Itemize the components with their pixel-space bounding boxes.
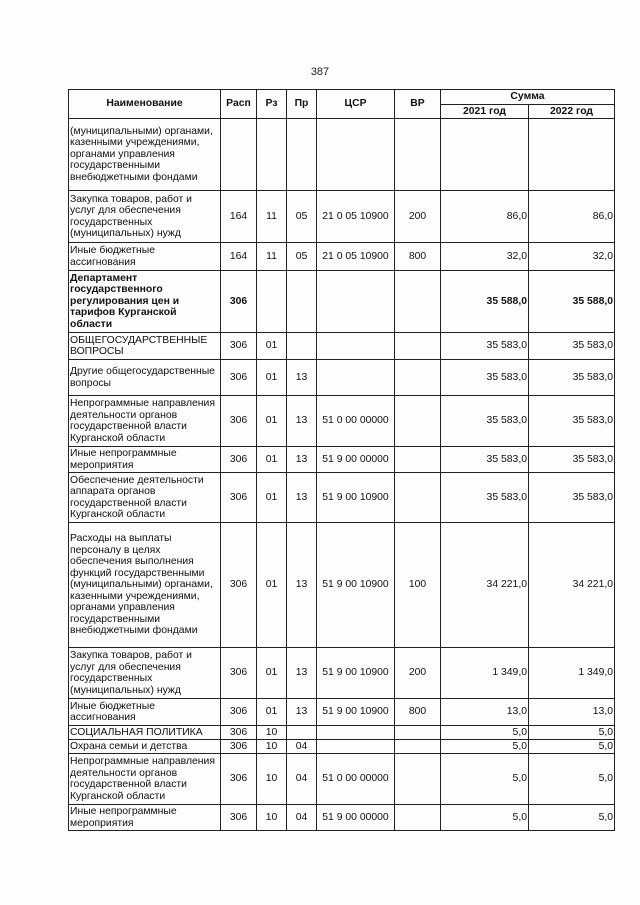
row-name: Закупка товаров, работ и услуг для обеспечения государственных (муниципальных) нужд	[69, 191, 221, 243]
header-pr: Пр	[287, 90, 317, 119]
row-sum-2021: 34 221,0	[441, 523, 529, 648]
row-sum-2022: 5,0	[529, 754, 615, 805]
row-csr: 51 9 00 10900	[317, 648, 395, 699]
table-row	[69, 447, 615, 473]
table-row	[69, 191, 615, 243]
row-pr	[287, 119, 317, 191]
table-row	[69, 333, 615, 360]
row-pr: 13	[287, 396, 317, 447]
row-csr: 51 9 00 00000	[317, 805, 395, 831]
row-rz	[257, 271, 287, 333]
row-csr: 21 0 05 10900	[317, 191, 395, 243]
row-rz: 10	[257, 754, 287, 805]
row-rz: 01	[257, 648, 287, 699]
table-row	[69, 754, 615, 805]
row-rz: 01	[257, 333, 287, 360]
header-rasp: Расп	[221, 90, 257, 119]
row-csr	[317, 360, 395, 396]
row-sum-2022: 35 583,0	[529, 473, 615, 523]
row-name: Непрограммные направления деятельности органов государственной власти Курганской области	[69, 754, 221, 805]
row-sum-2022: 5,0	[529, 726, 615, 740]
row-sum-2021: 35 583,0	[441, 473, 529, 523]
row-sum-2021: 35 588,0	[441, 271, 529, 333]
row-name: СОЦИАЛЬНАЯ ПОЛИТИКА	[69, 726, 221, 740]
row-sum-2022: 86,0	[529, 191, 615, 243]
row-vr	[395, 754, 441, 805]
row-rasp: 164	[221, 191, 257, 243]
row-pr: 13	[287, 523, 317, 648]
row-sum-2022: 35 583,0	[529, 360, 615, 396]
table-row	[69, 119, 615, 191]
row-name: Иные бюджетные ассигнования	[69, 699, 221, 726]
row-name: Иные непрограммные мероприятия	[69, 805, 221, 831]
row-sum-2022: 1 349,0	[529, 648, 615, 699]
row-sum-2021: 86,0	[441, 191, 529, 243]
header-year-2021: 2021 год	[441, 105, 529, 119]
row-sum-2021: 5,0	[441, 726, 529, 740]
row-pr: 04	[287, 740, 317, 754]
row-sum-2021: 13,0	[441, 699, 529, 726]
row-name: Иные непрограммные мероприятия	[69, 447, 221, 473]
row-rasp: 306	[221, 271, 257, 333]
row-vr	[395, 360, 441, 396]
row-vr	[395, 333, 441, 360]
row-rasp: 306	[221, 805, 257, 831]
row-rz: 11	[257, 191, 287, 243]
row-sum-2022: 5,0	[529, 740, 615, 754]
row-name: Обеспечение деятельности аппарата органов государственной власти Курганской области	[69, 473, 221, 523]
row-rasp: 164	[221, 243, 257, 271]
row-vr	[395, 396, 441, 447]
row-sum-2022: 35 583,0	[529, 333, 615, 360]
row-sum-2022: 32,0	[529, 243, 615, 271]
row-vr	[395, 805, 441, 831]
row-sum-2021: 35 583,0	[441, 396, 529, 447]
row-sum-2021: 1 349,0	[441, 648, 529, 699]
row-vr	[395, 271, 441, 333]
row-pr: 13	[287, 473, 317, 523]
table-row	[69, 396, 615, 447]
row-rz: 11	[257, 243, 287, 271]
row-rz: 10	[257, 726, 287, 740]
row-rasp	[221, 119, 257, 191]
table-row	[69, 473, 615, 523]
row-rasp: 306	[221, 754, 257, 805]
row-pr	[287, 271, 317, 333]
row-rasp: 306	[221, 396, 257, 447]
row-sum-2021	[441, 119, 529, 191]
row-csr: 51 0 00 00000	[317, 754, 395, 805]
row-pr: 13	[287, 648, 317, 699]
header-sum: Сумма	[441, 90, 615, 105]
row-pr: 05	[287, 191, 317, 243]
row-rasp: 306	[221, 333, 257, 360]
row-vr: 200	[395, 648, 441, 699]
row-sum-2021: 5,0	[441, 805, 529, 831]
row-sum-2021: 5,0	[441, 740, 529, 754]
table-row	[69, 699, 615, 726]
row-vr: 800	[395, 699, 441, 726]
table-row	[69, 648, 615, 699]
row-sum-2022	[529, 119, 615, 191]
row-pr: 04	[287, 754, 317, 805]
row-rz: 01	[257, 447, 287, 473]
header-csr: ЦСР	[317, 90, 395, 119]
row-csr: 51 9 00 10900	[317, 523, 395, 648]
row-name: Закупка товаров, работ и услуг для обеспечения государственных (муниципальных) нужд	[69, 648, 221, 699]
row-pr: 13	[287, 699, 317, 726]
row-sum-2022: 13,0	[529, 699, 615, 726]
row-sum-2022: 5,0	[529, 805, 615, 831]
row-csr	[317, 119, 395, 191]
table-row	[69, 523, 615, 648]
row-rasp: 306	[221, 699, 257, 726]
budget-table	[68, 89, 615, 831]
row-pr: 04	[287, 805, 317, 831]
row-csr	[317, 333, 395, 360]
header-year-2022: 2022 год	[529, 105, 615, 119]
row-pr: 05	[287, 243, 317, 271]
row-rasp: 306	[221, 473, 257, 523]
row-rasp: 306	[221, 447, 257, 473]
row-csr: 21 0 05 10900	[317, 243, 395, 271]
row-name: Другие общегосударственные вопросы	[69, 360, 221, 396]
row-rasp: 306	[221, 648, 257, 699]
row-sum-2021: 32,0	[441, 243, 529, 271]
row-vr	[395, 119, 441, 191]
row-sum-2021: 35 583,0	[441, 447, 529, 473]
row-rz	[257, 119, 287, 191]
row-pr: 13	[287, 360, 317, 396]
row-name: Непрограммные направления деятельности органов государственной власти Курганской области	[69, 396, 221, 447]
row-csr: 51 0 00 00000	[317, 396, 395, 447]
row-rasp: 306	[221, 740, 257, 754]
header-rz: Рз	[257, 90, 287, 119]
row-rasp: 306	[221, 360, 257, 396]
page-number: 387	[310, 66, 330, 78]
table-row	[69, 726, 615, 740]
row-csr: 51 9 00 10900	[317, 699, 395, 726]
row-sum-2021: 35 583,0	[441, 333, 529, 360]
table-row	[69, 805, 615, 831]
row-vr	[395, 740, 441, 754]
row-sum-2022: 34 221,0	[529, 523, 615, 648]
row-vr: 800	[395, 243, 441, 271]
row-vr	[395, 473, 441, 523]
table-row	[69, 360, 615, 396]
row-pr: 13	[287, 447, 317, 473]
row-pr	[287, 726, 317, 740]
row-rz: 01	[257, 523, 287, 648]
row-sum-2022: 35 588,0	[529, 271, 615, 333]
row-sum-2022: 35 583,0	[529, 396, 615, 447]
row-sum-2021: 35 583,0	[441, 360, 529, 396]
header-name: Наименование	[69, 90, 221, 119]
row-csr	[317, 271, 395, 333]
row-name: Иные бюджетные ассигнования	[69, 243, 221, 271]
row-vr: 100	[395, 523, 441, 648]
row-name: Охрана семьи и детства	[69, 740, 221, 754]
row-rz: 01	[257, 360, 287, 396]
row-name: Департамент государственного регулирования цен и тарифов Курганской области	[69, 271, 221, 333]
row-pr	[287, 333, 317, 360]
row-rz: 10	[257, 740, 287, 754]
table-row	[69, 740, 615, 754]
row-vr	[395, 726, 441, 740]
row-csr	[317, 726, 395, 740]
row-csr: 51 9 00 10900	[317, 473, 395, 523]
table-row	[69, 271, 615, 333]
row-rz: 01	[257, 396, 287, 447]
row-sum-2022: 35 583,0	[529, 447, 615, 473]
row-csr: 51 9 00 00000	[317, 447, 395, 473]
row-vr	[395, 447, 441, 473]
row-vr: 200	[395, 191, 441, 243]
row-rz: 10	[257, 805, 287, 831]
row-rasp: 306	[221, 726, 257, 740]
row-name: Расходы на выплаты персоналу в целях обеспечения выполнения функций государственными (муниципальными) органами, казенными учреждениями, органами управления государственными внебюджетными фондами	[69, 523, 221, 648]
table-row	[69, 243, 615, 271]
row-sum-2021: 5,0	[441, 754, 529, 805]
row-name: ОБЩЕГОСУДАРСТВЕННЫЕ ВОПРОСЫ	[69, 333, 221, 360]
row-rz: 01	[257, 699, 287, 726]
row-rz: 01	[257, 473, 287, 523]
header-vr: ВР	[395, 90, 441, 119]
row-rasp: 306	[221, 523, 257, 648]
row-name: (муниципальными) органами, казенными учреждениями, органами управления государственными внебюджетными фондами	[69, 119, 221, 191]
row-csr	[317, 740, 395, 754]
